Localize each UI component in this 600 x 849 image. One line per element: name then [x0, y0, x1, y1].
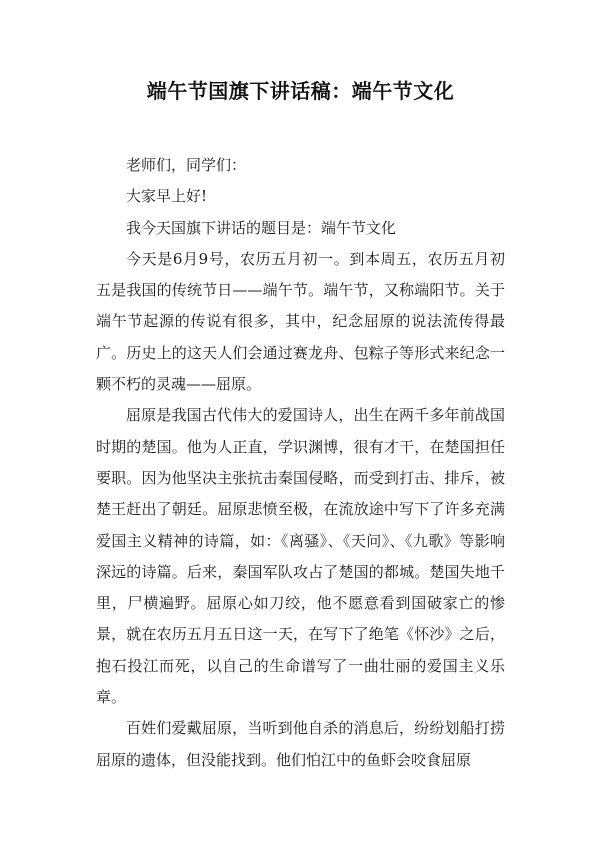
topic-paragraph: 我今天国旗下讲话的题目是：端午节文化	[126, 218, 397, 237]
greeting-paragraph: 老师们，同学们：	[126, 156, 247, 174]
document-title: 端午节国旗下讲话稿：端午节文化	[146, 79, 455, 103]
body-paragraph: 百姓们爱戴屈原，当听到他自杀的消息后，纷纷划船打捞屈原的遗体，但没能找到。他们怕江中的鱼虾会咬食屈原	[96, 719, 505, 769]
body-paragraph: 今天是6月9号，农历五月初一。到本周五，农历五月初五是我国的传统节日——端午节。端午节，又称端阳节。关于端午节起源的传说有很多，其中，纪念屈原的说法流传得最广。历史上的这天人们会通过赛龙舟、包粽子等形式来纪念一颗不朽的灵魂——屈原。	[96, 249, 505, 394]
document-body	[96, 150, 505, 776]
greeting-paragraph: 大家早上好!	[126, 187, 208, 206]
body-paragraph: 屈原是我国古代伟大的爱国诗人，出生在两千多年前战国时期的楚国。他为人正直，学识渊博，很有才干，在楚国担任要职。因为他坚决主张抗击秦国侵略，而受到打击、排斥，被楚王赶出了朝廷。屈原悲愤至极，在流放途中写下了许多充满爱国主义精神的诗篇，如：《离骚》、《天问》、《九歌》等影响深远的诗篇。后来，秦国军队攻占了楚国的都城。楚国失地千里，尸横遍野。屈原心如刀绞，他不愿意看到国破家亡的惨景，就在农历五月五日这一天，在写下了绝笔《怀沙》之后，抱石投江而死，以自己的生命谱写了一曲壮丽的爱国主义乐章。	[96, 406, 505, 707]
